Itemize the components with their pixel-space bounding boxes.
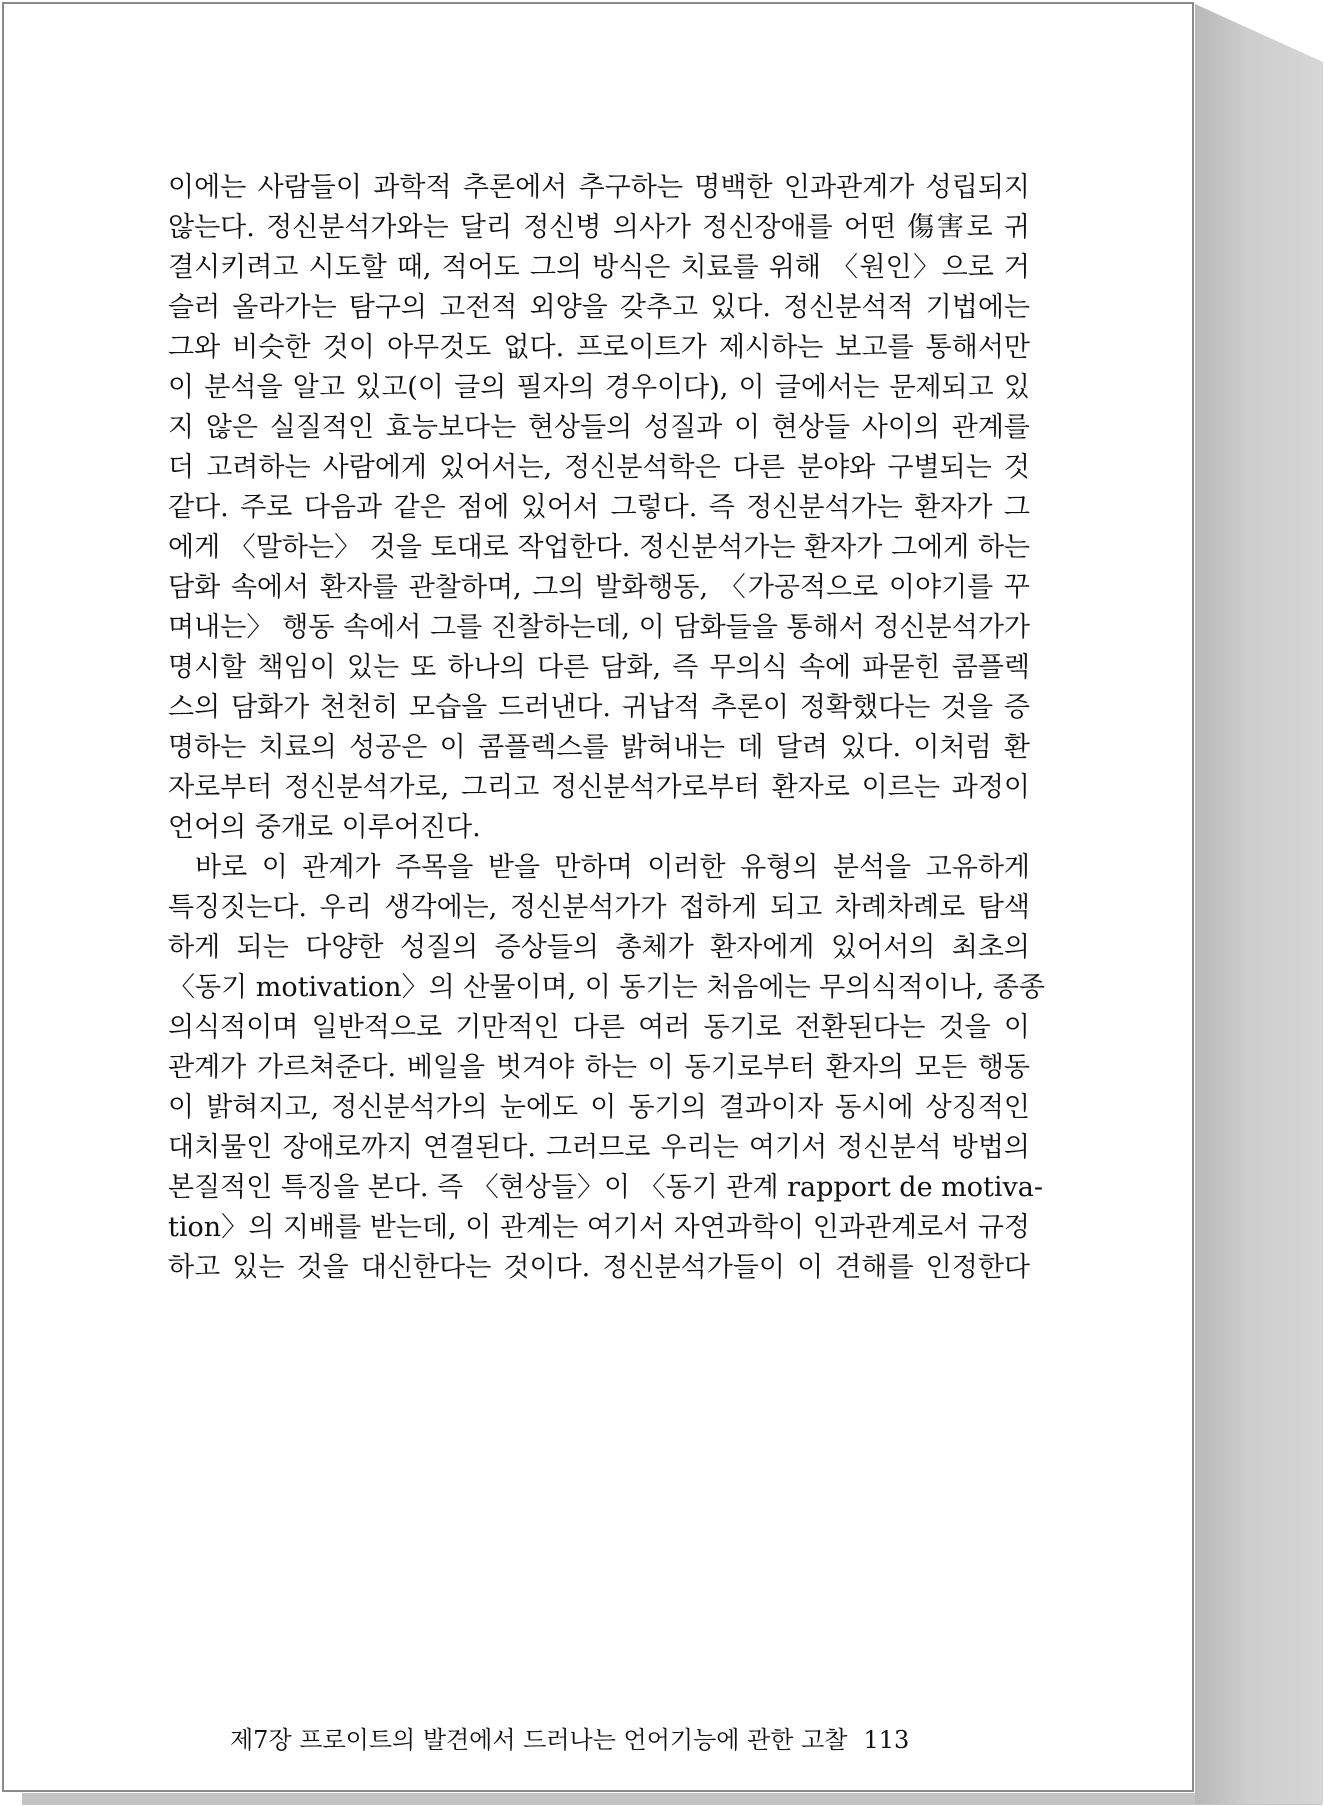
paragraph-1 (168, 168, 1030, 848)
text-line: 하게 되는 다양한 성질의 증상들의 총체가 환자에게 있어서의 최초의 (168, 932, 1030, 963)
text-line: 그와 비슷한 것이 아무것도 없다. 프로이트가 제시하는 보고를 통해서만 (168, 332, 1030, 363)
text-line: 지 않은 실질적인 효능보다는 현상들의 성질과 이 현상들 사이의 관계를 (168, 412, 1030, 443)
body-text (168, 168, 1045, 1288)
text-line: 결시키려고 시도할 때, 적어도 그의 방식은 치료를 위해 〈원인〉으로 거 (168, 252, 1030, 283)
text-line: 이 밝혀지고, 정신분석가의 눈에도 이 동기의 결과이자 동시에 상징적인 (168, 1092, 1030, 1123)
text-line: 명하는 치료의 성공은 이 콤플렉스를 밝혀내는 데 달려 있다. 이처럼 환 (168, 732, 1030, 763)
text-line: 자로부터 정신분석가로, 그리고 정신분석가로부터 환자로 이르는 과정이 (168, 772, 1030, 803)
text-line: 같다. 주로 다음과 같은 점에 있어서 그렇다. 즉 정신분석가는 환자가 그 (168, 492, 1030, 523)
text-line: 본질적인 특징을 본다. 즉 〈현상들〉이 〈동기 관계 rapport de motiva- (168, 1172, 1043, 1203)
text-line: 스의 담화가 천천히 모습을 드러낸다. 귀납적 추론이 정확했다는 것을 증 (168, 692, 1030, 723)
paragraph-2 (168, 848, 1045, 1288)
text-line: 의식적이며 일반적으로 기만적인 다른 여러 동기로 전환된다는 것을 이 (168, 1012, 1030, 1043)
text-line: 며내는〉 행동 속에서 그를 진찰하는데, 이 담화들을 통해서 정신분석가가 (168, 612, 1030, 643)
text-line: 담화 속에서 환자를 관찰하며, 그의 발화행동, 〈가공적으로 이야기를 꾸 (168, 572, 1030, 603)
text-line: 명시할 책임이 있는 또 하나의 다른 담화, 즉 무의식 속에 파묻힌 콤플렉 (168, 652, 1030, 683)
text-line: 〈동기 motivation〉의 산물이며, 이 동기는 처음에는 무의식적이나, 종종 (168, 972, 1045, 1003)
text-line: 하고 있는 것을 대신한다는 것이다. 정신분석가들이 이 견해를 인정한다 (168, 1252, 1030, 1283)
text-line: tion〉의 지배를 받는데, 이 관계는 여기서 자연과학이 인과관계로서 규정 (168, 1212, 1030, 1243)
text-line: 슬러 올라가는 탐구의 고전적 외양을 갖추고 있다. 정신분석적 기법에는 (168, 292, 1030, 323)
text-line: 관계가 가르쳐준다. 베일을 벗겨야 하는 이 동기로부터 환자의 모든 행동 (168, 1052, 1030, 1083)
text-line: 더 고려하는 사람에게 있어서는, 정신분석학은 다른 분야와 구별되는 것 (168, 452, 1030, 483)
text-line: 이 분석을 알고 있고(이 글의 필자의 경우이다), 이 글에서는 문제되고 있 (168, 372, 1030, 403)
page-footer (230, 1720, 1030, 1755)
book-spine-side (1195, 4, 1323, 1804)
text-line: 에게 〈말하는〉 것을 토대로 작업한다. 정신분석가는 환자가 그에게 하는 (168, 532, 1030, 563)
text-line: 특징짓는다. 우리 생각에는, 정신분석가가 접하게 되고 차례차례로 탐색 (168, 892, 1030, 923)
text-line: 언어의 중개로 이루어진다. (168, 812, 481, 843)
text-line: 이에는 사람들이 과학적 추론에서 추구하는 명백한 인과관계가 성립되지 (168, 172, 1030, 203)
book-bottom-shadow (22, 1793, 1322, 1805)
text-line: 대치물인 장애로까지 연결된다. 그러므로 우리는 여기서 정신분석 방법의 (168, 1132, 1030, 1163)
text-line: 바로 이 관계가 주목을 받을 만하며 이러한 유형의 분석을 고유하게 (195, 852, 1030, 883)
text-line: 않는다. 정신분석가와는 달리 정신병 의사가 정신장애를 어떤 傷害로 귀 (168, 212, 1030, 243)
running-head: 제7장 프로이트의 발견에서 드러나는 언어기능에 관한 고찰 (230, 1726, 848, 1754)
page-number: 113 (863, 1726, 910, 1754)
